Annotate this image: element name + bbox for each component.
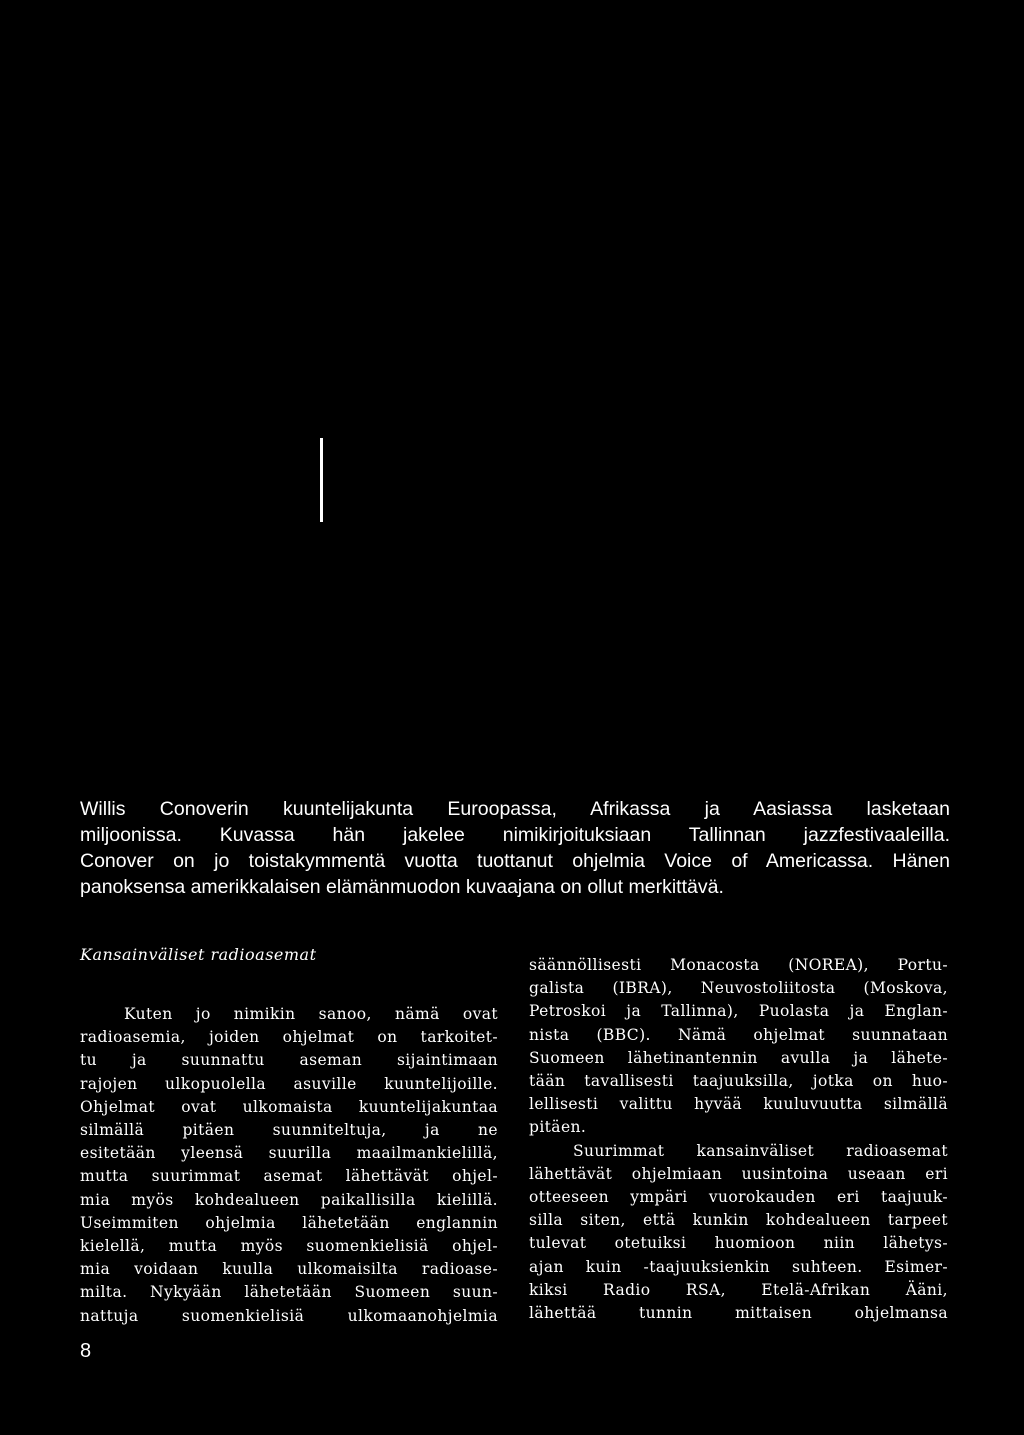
section-heading: Kansainväliset radioasemat (80, 945, 317, 964)
text-line: esitetään yleensä suurilla maailmankielillä, (80, 1144, 498, 1163)
article-right-column (529, 954, 948, 1325)
text-line: lellisesti valittu hyvää kuuluvuutta silmällä (529, 1095, 948, 1114)
text-line: tulevat otetuiksi huomioon niin lähetys- (529, 1234, 948, 1253)
text-line: lähettävät ohjelmiaan uusintoina useaan eri (529, 1164, 948, 1183)
text-line: Suomeen lähetinantennin avulla ja lähete- (529, 1048, 948, 1067)
text-line: Kuten jo nimikin sanoo, nämä ovat (124, 1005, 498, 1023)
text-line: nista (BBC). Nämä ohjelmat suunnataan (529, 1025, 948, 1044)
caption-line: Willis Conoverin kuuntelijakunta Euroopassa, Afrikassa ja Aasiassa lasketaan (80, 798, 950, 820)
text-line: silla siten, että kunkin kohdealueen tarpeet (529, 1211, 948, 1230)
text-line: mia myös kohdealueen paikallisilla kielillä. (80, 1190, 498, 1209)
text-line: nattuja suomenkielisiä ulkomaanohjelmia (80, 1306, 498, 1325)
caption-line: miljoonissa. Kuvassa hän jakelee nimikirjoituksiaan Tallinnan jazzfestivaaleilla. (80, 824, 950, 846)
text-line: tu ja suunnattu aseman sijaintimaan (80, 1051, 498, 1070)
text-line: silmällä pitäen suunniteltuja, ja ne (80, 1121, 498, 1140)
photo-caption (80, 796, 950, 900)
text-line: Petroskoi ja Tallinna), Puolasta ja Englan- (529, 1002, 948, 1021)
text-line: Suurimmat kansainväliset radioasemat (573, 1141, 948, 1160)
photo-highlight-mark (320, 438, 323, 522)
text-line: tään tavallisesti taajuuksilla, jotka on huo- (529, 1072, 948, 1091)
text-line: rajojen ulkopuolella asuville kuuntelijoille. (80, 1074, 498, 1093)
caption-line: panoksensa amerikkalaisen elämänmuodon kuvaajana on ollut merkittävä. (80, 876, 724, 898)
text-line: galista (IBRA), Neuvostoliitosta (Moskova, (529, 979, 948, 998)
text-line: kielellä, mutta myös suomenkielisiä ohjel- (80, 1237, 498, 1256)
text-line: Ohjelmat ovat ulkomaista kuuntelijakuntaa (80, 1097, 498, 1116)
text-line: otteeseen ympäri vuorokauden eri taajuuk- (529, 1188, 948, 1207)
text-line: milta. Nykyään lähetetään Suomeen suun- (80, 1283, 498, 1302)
page-number: 8 (80, 1340, 92, 1362)
text-line: pitäen. (529, 1118, 587, 1137)
text-line: Useimmiten ohjelmia lähetetään englannin (80, 1213, 498, 1232)
text-line: radioasemia, joiden ohjelmat on tarkoitet- (80, 1028, 498, 1047)
text-line: mutta suurimmat asemat lähettävät ohjel- (80, 1167, 498, 1186)
text-line: ajan kuin -taajuuksienkin suhteen. Esimer- (529, 1257, 948, 1276)
text-line: lähettää tunnin mittaisen ohjelmansa (529, 1304, 948, 1323)
text-line: kiksi Radio RSA, Etelä-Afrikan Ääni, (529, 1280, 948, 1299)
article-left-column (80, 1003, 498, 1328)
text-line: mia voidaan kuulla ulkomaisilta radioase- (80, 1260, 498, 1279)
text-line: säännöllisesti Monacosta (NOREA), Portu- (529, 956, 948, 974)
caption-line: Conover on jo toistakymmentä vuotta tuottanut ohjelmia Voice of Americassa. Hänen (80, 850, 950, 872)
